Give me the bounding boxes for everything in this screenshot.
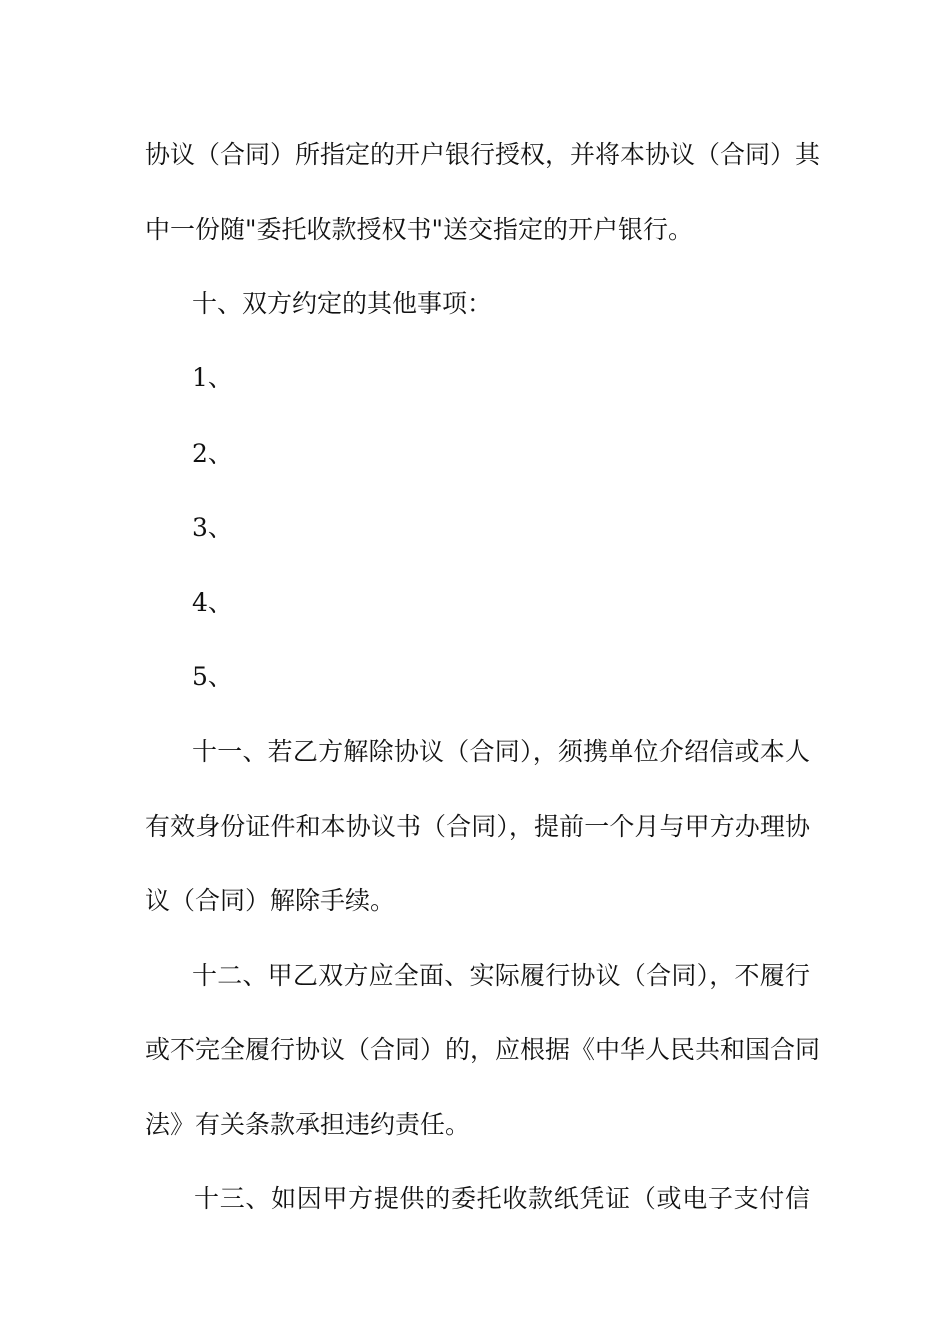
paragraph-line: 有效身份证件和本协议书（合同），提前一个月与甲方办理协	[145, 812, 810, 841]
paragraph-line: 十三、如因甲方提供的委托收款纸凭证（或电子支付信	[194, 1184, 810, 1213]
list-item: 4、	[192, 588, 233, 617]
list-item: 5、	[192, 662, 233, 691]
paragraph-line: 十二、甲乙双方应全面、实际履行协议（合同），不履行	[192, 961, 810, 990]
list-item: 2、	[192, 439, 233, 468]
paragraph-line: 协议（合同）所指定的开户银行授权，并将本协议（合同）其	[145, 140, 821, 169]
paragraph-line: 法》有关条款承担违约责任。	[145, 1110, 471, 1139]
list-item: 3、	[192, 513, 233, 542]
paragraph-line: 议（合同）解除手续。	[145, 886, 396, 915]
paragraph-line: 或不完全履行协议（合同）的，应根据《中华人民共和国合同	[145, 1035, 821, 1064]
paragraph-line: 中一份随"委托收款授权书"送交指定的开户银行。	[145, 215, 693, 244]
list-item: 1、	[192, 363, 233, 392]
section-heading: 十、双方约定的其他事项：	[192, 289, 493, 318]
paragraph-line: 十一、若乙方解除协议（合同），须携单位介绍信或本人	[192, 737, 810, 766]
